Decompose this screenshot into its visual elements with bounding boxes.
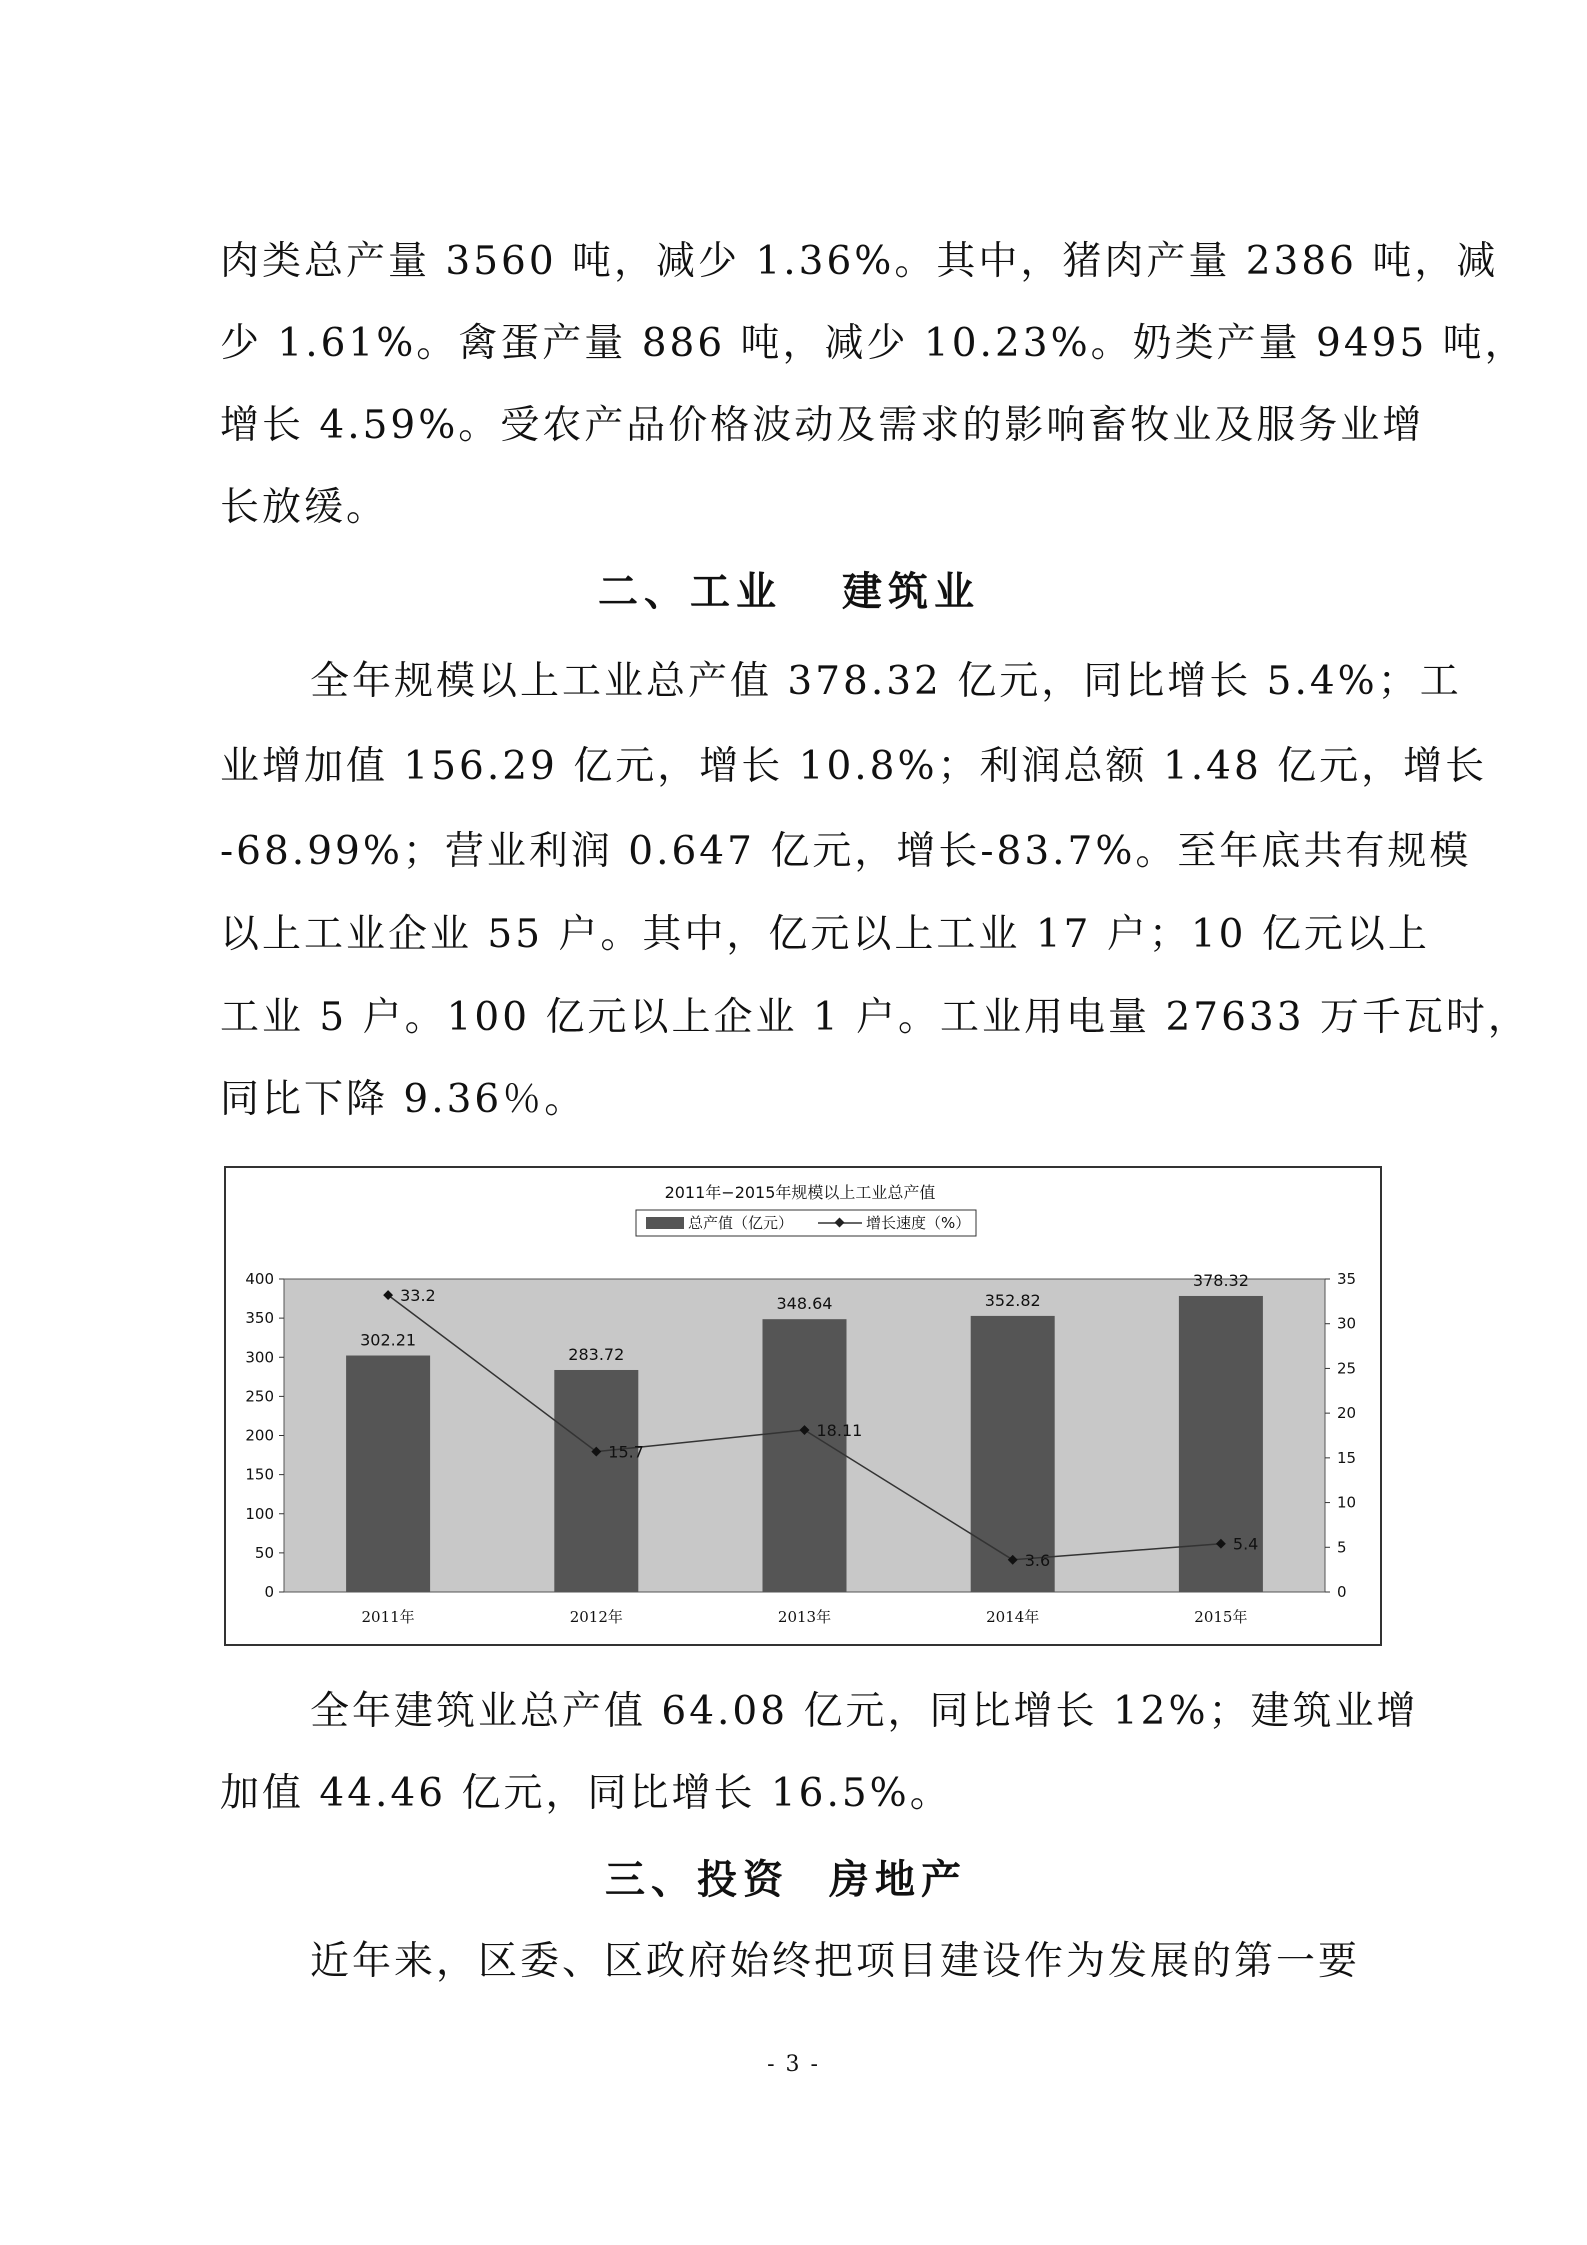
- paragraph-line: 全年建筑业总产值 64.08 亿元，同比增长 12%；建筑业增: [310, 1689, 1419, 1734]
- left-axis-tick-label: 400: [245, 1270, 274, 1288]
- right-axis-tick-label: 15: [1337, 1448, 1357, 1467]
- left-axis-tick-label: 50: [254, 1543, 274, 1562]
- paragraph-line: 近年来，区委、区政府始终把项目建设作为发展的第一要: [310, 1939, 1361, 1984]
- left-axis: [245, 1270, 284, 1601]
- line-value-label: 3.6: [1024, 1550, 1051, 1570]
- left-axis-tick-label: 150: [245, 1465, 274, 1484]
- left-axis-tick-label: 0: [264, 1583, 274, 1601]
- line-value-label: 18.11: [816, 1421, 863, 1441]
- left-axis-tick-label: 300: [245, 1348, 274, 1367]
- paragraph-line: 肉类总产量 3560 吨，减少 1.36%。其中，猪肉产量 2386 吨，减: [220, 239, 1499, 284]
- page-number: - 3 -: [767, 2052, 820, 2077]
- bar: [763, 1319, 847, 1592]
- line-value-label: 33.2: [400, 1286, 436, 1306]
- heading-part: 房地产: [829, 1856, 967, 1903]
- chart-legend: [636, 1210, 976, 1236]
- right-axis-tick-label: 0: [1337, 1583, 1347, 1601]
- heading-part: 三、投资: [605, 1856, 789, 1903]
- paragraph-line: 以上工业企业 55 户。其中，亿元以上工业 17 户；10 亿元以上: [220, 912, 1430, 957]
- legend-bar-label: 总产值（亿元）: [688, 1214, 794, 1232]
- left-axis-tick-label: 100: [245, 1504, 274, 1523]
- paragraph-line: 全年规模以上工业总产值 378.32 亿元，同比增长 5.4%；工: [310, 659, 1462, 704]
- x-axis: [362, 1608, 1248, 1626]
- left-axis-tick-label: 350: [245, 1309, 274, 1328]
- bar-value-label: 378.32: [1192, 1270, 1249, 1290]
- paragraph-line: 加值 44.46 亿元，同比增长 16.5%。: [220, 1771, 952, 1816]
- paragraph-line: 长放缓。: [220, 485, 389, 530]
- heading-part: 二、工业: [598, 568, 782, 615]
- right-axis-tick-label: 20: [1337, 1404, 1357, 1423]
- x-axis-tick-label: 2011年: [361, 1608, 415, 1626]
- right-axis-tick-label: 35: [1337, 1270, 1357, 1288]
- right-axis-tick-label: 30: [1337, 1314, 1357, 1333]
- chart-canvas: [226, 1168, 1380, 1644]
- bar-value-label: 352.82: [984, 1290, 1041, 1310]
- bar: [554, 1370, 638, 1592]
- section-heading-investment: [605, 1858, 967, 1902]
- right-axis-tick-label: 25: [1337, 1359, 1357, 1378]
- paragraph-line: 同比下降 9.36％。: [220, 1077, 587, 1122]
- industrial-output-chart: [224, 1166, 1382, 1646]
- left-axis-tick-label: 200: [245, 1426, 274, 1445]
- line-value-label: 5.4: [1232, 1534, 1259, 1554]
- paragraph-line: 少 1.61%。禽蛋产量 886 吨，减少 10.23%。奶类产量 9495 吨，: [220, 321, 1527, 366]
- bar-value-label: 348.64: [776, 1294, 833, 1314]
- paragraph-line: 工业 5 户。100 亿元以上企业 1 户。工业用电量 27633 万千瓦时，: [220, 995, 1530, 1040]
- x-axis-tick-label: 2015年: [1194, 1608, 1248, 1626]
- legend-line-label: 增长速度（%）: [866, 1214, 971, 1232]
- bar-value-label: 302.21: [360, 1330, 417, 1350]
- right-axis: [1325, 1270, 1356, 1601]
- chart-title: 2011年−2015年规模以上工业总产值: [664, 1183, 936, 1202]
- bar: [346, 1356, 430, 1592]
- x-axis-tick-label: 2014年: [986, 1608, 1040, 1626]
- x-axis-tick-label: 2013年: [777, 1608, 832, 1626]
- bar-value-label: 283.72: [568, 1344, 625, 1364]
- paragraph-line: 增长 4.59%。受农产品价格波动及需求的影响畜牧业及服务业增: [220, 403, 1425, 448]
- left-axis-tick-label: 250: [245, 1387, 274, 1406]
- right-axis-tick-label: 10: [1337, 1493, 1357, 1512]
- x-axis-tick-label: 2012年: [569, 1608, 623, 1626]
- section-heading-industry: [598, 570, 980, 614]
- legend-bar-swatch: [646, 1217, 684, 1229]
- line-value-label: 15.7: [608, 1442, 644, 1462]
- heading-part: 建筑业: [842, 568, 980, 615]
- right-axis-tick-label: 5: [1337, 1538, 1347, 1557]
- paragraph-line: 业增加值 156.29 亿元，增长 10.8%；利润总额 1.48 亿元，增长: [220, 744, 1488, 789]
- paragraph-line: -68.99%；营业利润 0.647 亿元，增长-83.7%。至年底共有规模: [220, 829, 1472, 874]
